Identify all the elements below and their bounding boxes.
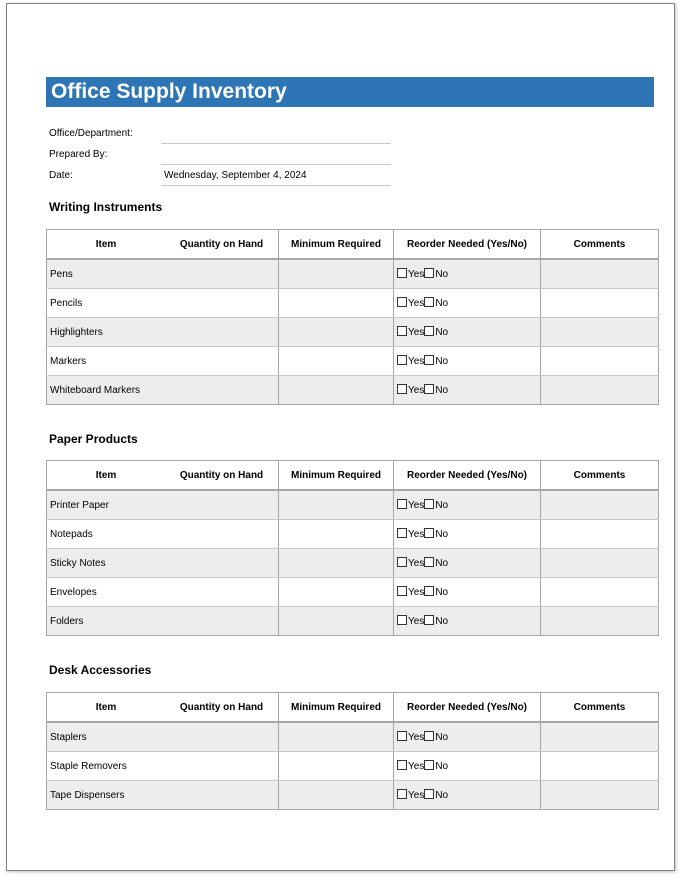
yes-label: Yes: [408, 269, 425, 280]
yes-checkbox[interactable]: [397, 557, 407, 567]
yes-checkbox[interactable]: [397, 760, 407, 770]
yes-label: Yes: [408, 356, 425, 367]
minimum-cell[interactable]: [279, 520, 394, 549]
comments-cell[interactable]: [541, 722, 659, 752]
item-name: Printer Paper: [47, 490, 166, 520]
table-header-row: [47, 693, 659, 723]
quantity-cell[interactable]: [165, 347, 279, 376]
comments-cell[interactable]: [541, 376, 659, 405]
reorder-cell: [394, 549, 541, 578]
yes-label: Yes: [408, 558, 425, 569]
section-title: Desk Accessories: [49, 663, 152, 677]
item-name: Markers: [47, 347, 166, 376]
no-checkbox[interactable]: [424, 586, 434, 596]
table-row: [47, 259, 659, 289]
date-label: Date:: [49, 170, 73, 181]
reorder-cell: [394, 376, 541, 405]
quantity-cell[interactable]: [165, 490, 279, 520]
comments-cell[interactable]: [541, 781, 659, 810]
column-header-quantity: Quantity on Hand: [165, 461, 279, 491]
table-row: [47, 549, 659, 578]
yes-label: Yes: [408, 500, 425, 511]
item-name: Pens: [47, 259, 166, 289]
yes-checkbox[interactable]: [397, 297, 407, 307]
column-header-reorder: Reorder Needed (Yes/No): [394, 461, 541, 491]
yes-label: Yes: [408, 298, 425, 309]
table-row: [47, 520, 659, 549]
yes-label: Yes: [408, 529, 425, 540]
yes-checkbox[interactable]: [397, 615, 407, 625]
page-title: Office Supply Inventory: [46, 77, 654, 107]
no-label: No: [435, 356, 449, 367]
no-label: No: [435, 587, 449, 598]
section-title: Paper Products: [49, 432, 138, 446]
quantity-cell[interactable]: [165, 259, 279, 289]
column-header-quantity: Quantity on Hand: [165, 230, 279, 260]
no-label: No: [435, 761, 449, 772]
yes-label: Yes: [408, 616, 425, 627]
comments-cell[interactable]: [541, 578, 659, 607]
no-checkbox[interactable]: [424, 499, 434, 509]
quantity-cell[interactable]: [165, 781, 279, 810]
quantity-cell[interactable]: [165, 752, 279, 781]
no-checkbox[interactable]: [424, 528, 434, 538]
minimum-cell[interactable]: [279, 607, 394, 636]
no-label: No: [435, 269, 449, 280]
reorder-cell: [394, 781, 541, 810]
reorder-cell: [394, 318, 541, 347]
column-header-comments: Comments: [541, 461, 659, 491]
table-row: [47, 722, 659, 752]
no-checkbox[interactable]: [424, 557, 434, 567]
minimum-cell[interactable]: [279, 722, 394, 752]
column-header-minimum: Minimum Required: [279, 230, 394, 260]
minimum-cell[interactable]: [279, 347, 394, 376]
table-header-row: [47, 230, 659, 260]
no-checkbox[interactable]: [424, 731, 434, 741]
quantity-cell[interactable]: [165, 607, 279, 636]
office-department-label: Office/Department:: [49, 128, 133, 139]
quantity-cell[interactable]: [165, 376, 279, 405]
minimum-cell[interactable]: [279, 752, 394, 781]
no-label: No: [435, 558, 449, 569]
no-checkbox[interactable]: [424, 760, 434, 770]
yes-label: Yes: [408, 761, 425, 772]
reorder-cell: [394, 490, 541, 520]
reorder-cell: [394, 289, 541, 318]
item-name: Envelopes: [47, 578, 166, 607]
minimum-cell[interactable]: [279, 289, 394, 318]
table-row: [47, 752, 659, 781]
no-label: No: [435, 616, 449, 627]
column-header-reorder: Reorder Needed (Yes/No): [394, 693, 541, 723]
item-name: Whiteboard Markers: [47, 376, 166, 405]
table-row: [47, 607, 659, 636]
no-label: No: [435, 529, 449, 540]
item-name: Staple Removers: [47, 752, 166, 781]
no-checkbox[interactable]: [424, 355, 434, 365]
no-checkbox[interactable]: [424, 615, 434, 625]
no-checkbox[interactable]: [424, 297, 434, 307]
no-label: No: [435, 790, 449, 801]
minimum-cell[interactable]: [279, 376, 394, 405]
yes-checkbox[interactable]: [397, 326, 407, 336]
item-name: Tape Dispensers: [47, 781, 166, 810]
no-checkbox[interactable]: [424, 789, 434, 799]
column-header-item: Item: [47, 461, 166, 491]
column-header-item: Item: [47, 230, 166, 260]
column-header-item: Item: [47, 693, 166, 723]
quantity-cell[interactable]: [165, 318, 279, 347]
reorder-cell: [394, 520, 541, 549]
prepared-by-field[interactable]: [161, 145, 391, 165]
prepared-by-label: Prepared By:: [49, 149, 108, 160]
comments-cell[interactable]: [541, 318, 659, 347]
yes-checkbox[interactable]: [397, 499, 407, 509]
no-label: No: [435, 500, 449, 511]
item-name: Folders: [47, 607, 166, 636]
minimum-cell[interactable]: [279, 259, 394, 289]
minimum-cell[interactable]: [279, 781, 394, 810]
no-checkbox[interactable]: [424, 268, 434, 278]
column-header-minimum: Minimum Required: [279, 693, 394, 723]
item-name: Highlighters: [47, 318, 166, 347]
yes-checkbox[interactable]: [397, 731, 407, 741]
no-label: No: [435, 385, 449, 396]
no-label: No: [435, 298, 449, 309]
comments-cell[interactable]: [541, 520, 659, 549]
item-name: Staplers: [47, 722, 166, 752]
item-name: Sticky Notes: [47, 549, 166, 578]
table-row: [47, 376, 659, 405]
table-row: [47, 289, 659, 318]
yes-checkbox[interactable]: [397, 789, 407, 799]
table-row: [47, 347, 659, 376]
comments-cell[interactable]: [541, 549, 659, 578]
yes-checkbox[interactable]: [397, 355, 407, 365]
yes-checkbox[interactable]: [397, 528, 407, 538]
minimum-cell[interactable]: [279, 578, 394, 607]
yes-label: Yes: [408, 790, 425, 801]
table-header-row: [47, 461, 659, 491]
quantity-cell[interactable]: [165, 520, 279, 549]
table-row: [47, 781, 659, 810]
comments-cell[interactable]: [541, 347, 659, 376]
no-checkbox[interactable]: [424, 326, 434, 336]
yes-label: Yes: [408, 385, 425, 396]
comments-cell[interactable]: [541, 289, 659, 318]
reorder-cell: [394, 752, 541, 781]
column-header-comments: Comments: [541, 693, 659, 723]
table-row: [47, 318, 659, 347]
date-field[interactable]: Wednesday, September 4, 2024: [161, 166, 391, 186]
no-label: No: [435, 327, 449, 338]
quantity-cell[interactable]: [165, 578, 279, 607]
minimum-cell[interactable]: [279, 318, 394, 347]
reorder-cell: [394, 259, 541, 289]
inventory-table: [46, 460, 659, 636]
yes-checkbox[interactable]: [397, 384, 407, 394]
table-row: [47, 490, 659, 520]
reorder-cell: [394, 578, 541, 607]
comments-cell[interactable]: [541, 259, 659, 289]
quantity-cell[interactable]: [165, 722, 279, 752]
office-department-field[interactable]: [161, 124, 391, 144]
column-header-comments: Comments: [541, 230, 659, 260]
inventory-table: [46, 692, 659, 810]
reorder-cell: [394, 722, 541, 752]
inventory-table: [46, 229, 659, 405]
yes-label: Yes: [408, 732, 425, 743]
reorder-cell: [394, 607, 541, 636]
comments-cell[interactable]: [541, 490, 659, 520]
column-header-quantity: Quantity on Hand: [165, 693, 279, 723]
comments-cell[interactable]: [541, 752, 659, 781]
table-row: [47, 578, 659, 607]
no-checkbox[interactable]: [424, 384, 434, 394]
column-header-minimum: Minimum Required: [279, 461, 394, 491]
reorder-cell: [394, 347, 541, 376]
minimum-cell[interactable]: [279, 490, 394, 520]
yes-label: Yes: [408, 587, 425, 598]
yes-checkbox[interactable]: [397, 268, 407, 278]
item-name: Pencils: [47, 289, 166, 318]
no-label: No: [435, 732, 449, 743]
comments-cell[interactable]: [541, 607, 659, 636]
quantity-cell[interactable]: [165, 549, 279, 578]
minimum-cell[interactable]: [279, 549, 394, 578]
yes-label: Yes: [408, 327, 425, 338]
column-header-reorder: Reorder Needed (Yes/No): [394, 230, 541, 260]
section-title: Writing Instruments: [49, 200, 163, 214]
quantity-cell[interactable]: [165, 289, 279, 318]
yes-checkbox[interactable]: [397, 586, 407, 596]
item-name: Notepads: [47, 520, 166, 549]
